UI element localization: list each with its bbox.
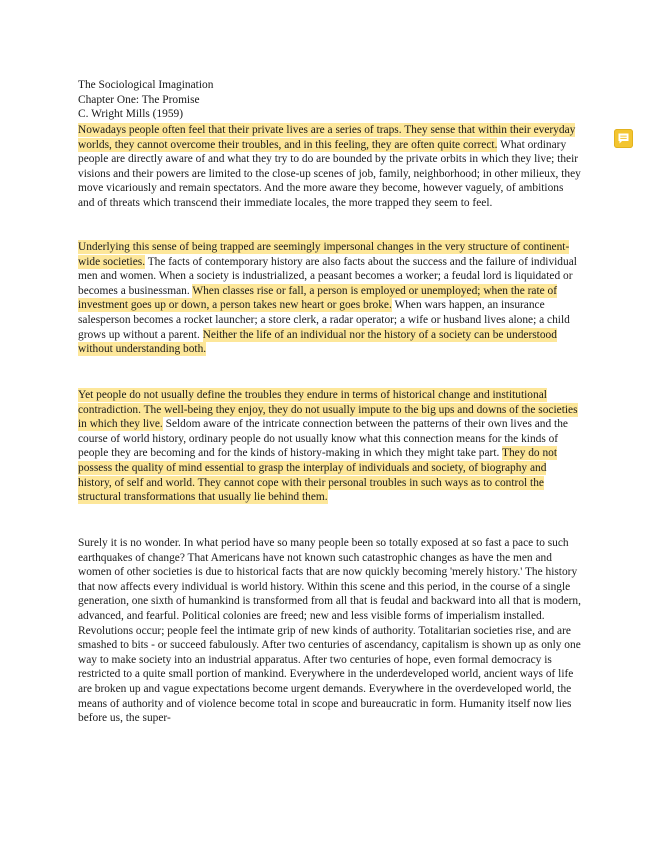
highlighted-text[interactable]: Yet people do not usually define the troubles they endure in terms of historical change and institutional contradiction. The well-being they enjoy, they do not usually impute to the big ups and downs of the societies in which they live. <box>78 389 578 431</box>
body-text: Surely it is no wonder. In what period have so many people been so totally exposed at so fast a pace to such earthquakes of change? That Americans have not known such catastrophic changes as have the men and women of other societies is due to historical facts that are now quickly becoming 'merely history.' The history that now affects every individual is world history. Within this scene and this period, in the course of a single generation, one sixth of humankind is transformed from all that is feudal and backward into all that is modern, advanced, and fearful. Political colonies are freed; new and less visible forms of imperialism installed. Revolutions occur; people feel the intimate grip of new kinds of authority. Totalitarian societies rise, and are smashed to bits - or succeed fabulously. After two centuries of ascendancy, capitalism is shown up as only one way to make society into an industrial apparatus. After two centuries of hope, even formal democracy is restricted to a quite small portion of mankind. Everywhere in the underdeveloped world, ancient ways of life are broken up and vague expectations become urgent demands. Everywhere in the overdeveloped world, the means of authority and of violence become total in scope and bureaucratic in form. Humanity itself now lies before us, the super- <box>78 537 581 725</box>
paragraph-2 <box>78 240 582 357</box>
highlighted-text[interactable]: Nowadays people often feel that their private lives are a series of traps. They sense that within their everyday worlds, they cannot overcome their troubles, and in this feeling, they are often quite correct. <box>78 124 576 151</box>
highlighted-text[interactable]: Underlying this sense of being trapped are seemingly impersonal changes in the very structure of continent-wide societies. <box>78 241 570 268</box>
body-text: What ordinary people are directly aware of and what they try to do are bounded by the private orbits in which they live; their visions and their powers are limited to the close-up scenes of job, family, neighborhood; in other milieux, they move vicariously and remain spectators. And the more aware they become, however vaguely, of ambitions and of threats which transcend their immediate locales, the more trapped they seem to feel. <box>78 138 581 209</box>
author-line: C. Wright Mills (1959) <box>78 108 184 121</box>
paragraph-1 <box>78 123 582 211</box>
highlighted-text[interactable]: Neither the life of an individual nor the history of a society can be understood without understanding both. <box>78 328 557 356</box>
document-title: The Sociological Imagination <box>78 79 214 91</box>
paragraph-3 <box>78 388 582 505</box>
body-text: The facts of contemporary history are also facts about the success and the failure of individual men and women. When a society is industrialized, a peasant becomes a worker; a feudal lord is liquidated or becomes a businessman. <box>78 255 577 297</box>
highlighted-text[interactable]: They do not possess the quality of mind essential to grasp the interplay of individuals and society, of biography and history, of self and world. They cannot cope with their personal troubles in such ways as to control the structural transformations that usually lie behind them. <box>78 447 558 504</box>
chapter-title: Chapter One: The Promise <box>78 93 200 106</box>
comment-note-icon[interactable] <box>614 129 633 148</box>
highlighted-text[interactable]: When classes rise or fall, a person is employed or unemployed; when the rate of investment goes up or down, a person takes new heart or goes broke. <box>78 284 558 312</box>
paragraph-4 <box>78 536 582 726</box>
body-text: Seldom aware of the intricate connection between the patterns of their own lives and the course of world history, ordinary people do not usually know what this connection means for the kinds of people they are becoming and for the kinds of history-making in which they might take part. <box>78 418 568 460</box>
body-text: When wars happen, an insurance salesperson becomes a rocket launcher; a store clerk, a radar operator; a wife or husband lives alone; a child grows up without a parent. <box>78 299 570 341</box>
document-header <box>78 78 588 122</box>
comment-bubble-icon <box>617 132 630 145</box>
